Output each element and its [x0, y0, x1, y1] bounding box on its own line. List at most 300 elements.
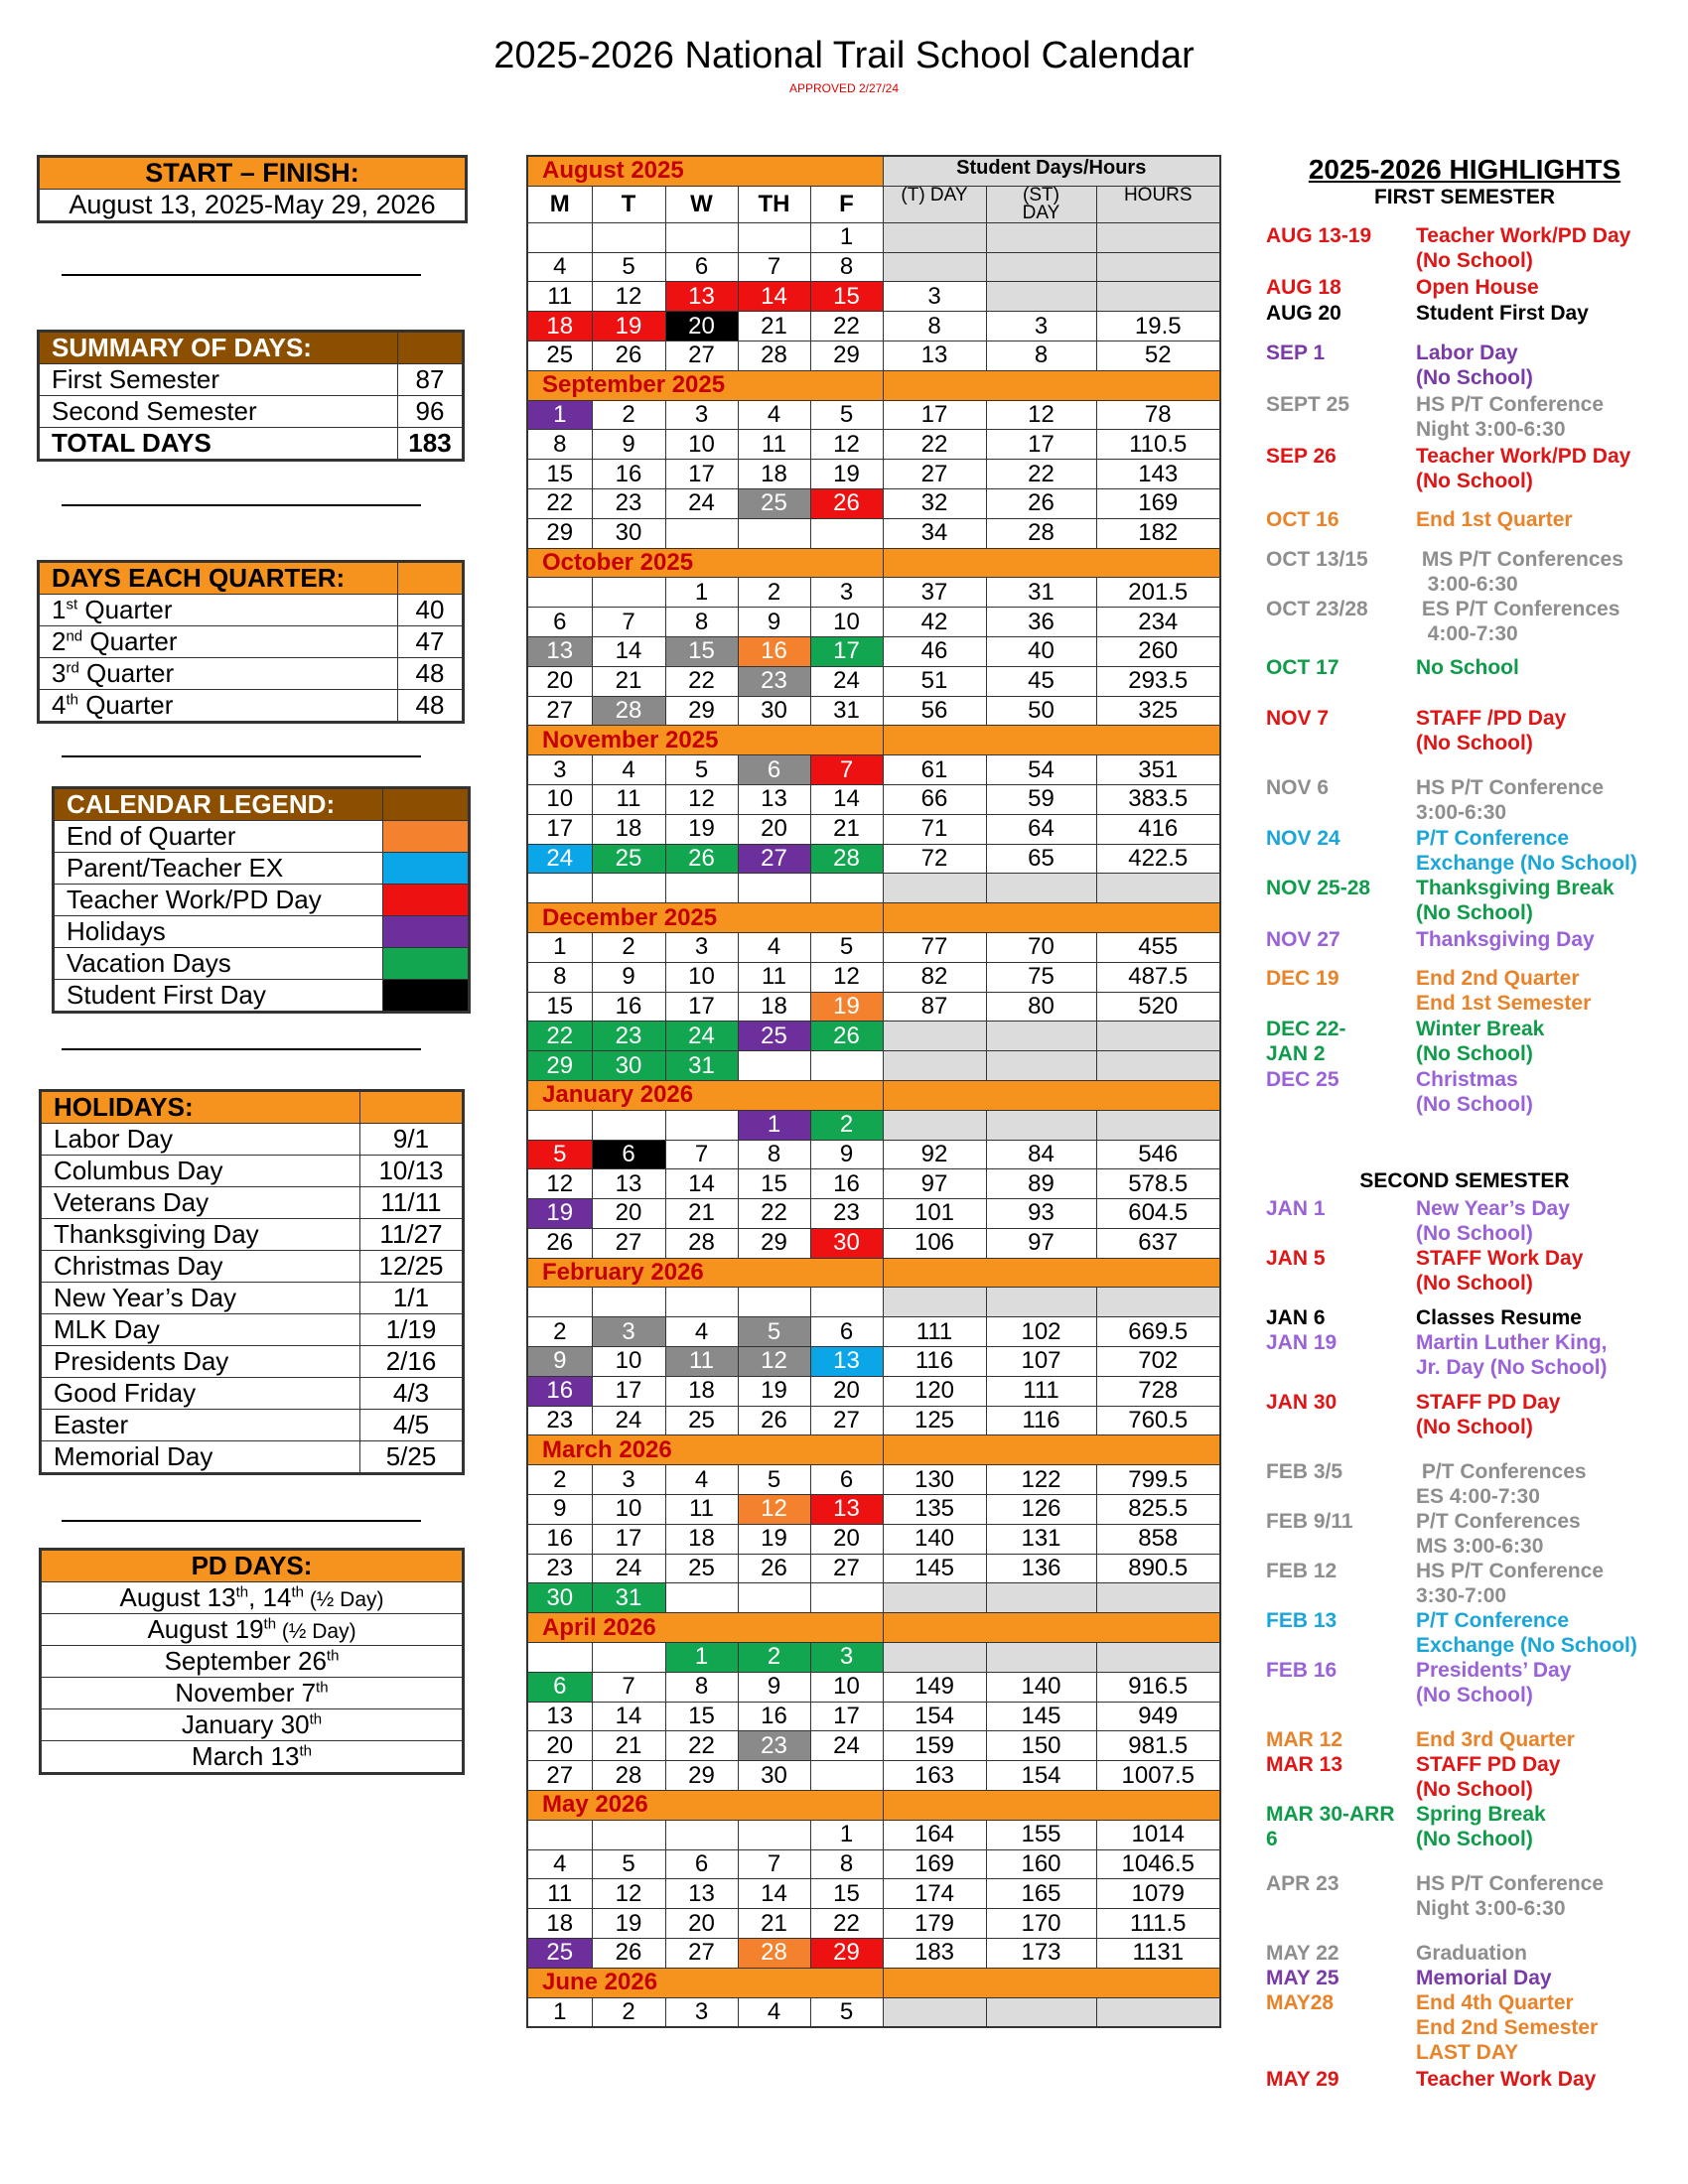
divider [62, 504, 421, 506]
day-cell: 21 [592, 1731, 665, 1761]
highlight-text: Martin Luther King, [1416, 1331, 1608, 1354]
day-cell: 18 [527, 312, 592, 341]
day-cell [527, 1643, 592, 1673]
day-cell: 21 [810, 814, 883, 844]
month-label: October 2025 [527, 548, 883, 578]
pd-day-row [42, 1741, 463, 1773]
day-cell: 17 [665, 460, 738, 489]
hours-count: 234 [1096, 608, 1220, 637]
highlight-text: Winter Break [1416, 1018, 1545, 1040]
student-day-count [986, 282, 1096, 312]
day-cell: 11 [527, 282, 592, 312]
highlight-date: NOV 27 [1266, 928, 1340, 951]
highlight-date: DEC 19 [1266, 967, 1339, 990]
highlight-text: STAFF /PD Day [1416, 707, 1567, 730]
hours-count: 111.5 [1096, 1909, 1220, 1939]
pd-days-box [39, 1548, 465, 1775]
day-cell: 21 [738, 312, 810, 341]
day-cell: 3 [592, 1317, 665, 1347]
student-day-count: 64 [986, 814, 1096, 844]
student-days-header: Student Days/Hours [883, 156, 1220, 186]
day-cell: 3 [665, 400, 738, 430]
teacher-day-count: 27 [883, 460, 986, 489]
pd-day-text: November 7 [175, 1678, 317, 1707]
hours-count: 110.5 [1096, 430, 1220, 460]
highlight-date: JAN 5 [1266, 1247, 1326, 1270]
teacher-day-count: 125 [883, 1406, 986, 1435]
day-cell [810, 1583, 883, 1613]
day-cell: 11 [738, 430, 810, 460]
quarter-number: 4 [52, 690, 67, 720]
hours-count: 19.5 [1096, 312, 1220, 341]
day-cell: 29 [527, 1051, 592, 1081]
day-cell: 7 [665, 1140, 738, 1169]
day-cell [592, 222, 665, 252]
hours-count [1096, 1022, 1220, 1051]
legend-box [52, 786, 471, 1014]
column-header: M [527, 186, 592, 222]
hours-count: 1046.5 [1096, 1849, 1220, 1879]
pd-day-text-extra: , 14 [248, 1582, 292, 1612]
day-cell: 6 [810, 1465, 883, 1495]
student-day-count [986, 1997, 1096, 2027]
hours-count: 351 [1096, 755, 1220, 785]
day-cell [527, 874, 592, 903]
day-cell: 26 [592, 341, 665, 370]
teacher-day-count: 106 [883, 1228, 986, 1258]
day-cell: 17 [810, 1702, 883, 1731]
day-cell: 19 [527, 1199, 592, 1229]
day-cell: 1 [527, 400, 592, 430]
day-cell: 1 [738, 1110, 810, 1140]
highlight-text: P/T Conferences [1416, 1510, 1581, 1533]
day-cell [665, 1583, 738, 1613]
highlight-text: STAFF PD Day [1416, 1753, 1561, 1776]
highlight-date: OCT 13/15 [1266, 548, 1368, 571]
day-cell: 2 [527, 1465, 592, 1495]
quarters-label: DAYS EACH QUARTER: [40, 563, 398, 595]
day-cell: 6 [592, 1140, 665, 1169]
highlight-text: Thanksgiving Break [1416, 877, 1615, 899]
day-cell: 21 [738, 1909, 810, 1939]
divider [62, 1520, 421, 1522]
day-cell: 25 [665, 1406, 738, 1435]
hours-count: 1131 [1096, 1939, 1220, 1969]
student-day-count: 173 [986, 1939, 1096, 1969]
day-cell [527, 1288, 592, 1317]
day-cell: 27 [810, 1554, 883, 1583]
highlight-text: 4:00-7:30 [1416, 622, 1518, 645]
legend-row-label: Holidays [55, 916, 383, 948]
holiday-name: Labor Day [42, 1124, 360, 1156]
day-cell: 8 [527, 962, 592, 992]
highlight-text: STAFF PD Day [1416, 1391, 1561, 1414]
teacher-day-count [883, 1051, 986, 1081]
highlight-text: (No School) [1416, 1828, 1533, 1850]
day-cell: 27 [527, 696, 592, 726]
highlight-text: Exchange (No School) [1416, 852, 1637, 875]
day-cell: 25 [738, 1022, 810, 1051]
day-cell: 30 [738, 1761, 810, 1791]
day-cell: 6 [527, 608, 592, 637]
hours-count: 637 [1096, 1228, 1220, 1258]
day-cell: 15 [810, 282, 883, 312]
day-cell: 23 [738, 666, 810, 696]
day-cell: 12 [527, 1169, 592, 1199]
quarter-row-label [40, 658, 398, 690]
highlight-date: MAY28 [1266, 1991, 1335, 2014]
quarter-number: 2 [52, 626, 67, 656]
legend-color-swatch [383, 885, 469, 916]
ordinal-suffix: rd [66, 659, 79, 677]
teacher-day-count: 72 [883, 844, 986, 874]
day-cell: 29 [810, 1939, 883, 1969]
highlight-text: Thanksgiving Day [1416, 928, 1595, 951]
student-day-count [986, 1051, 1096, 1081]
day-cell: 4 [527, 252, 592, 282]
day-cell: 13 [527, 1702, 592, 1731]
day-cell: 4 [738, 932, 810, 962]
ordinal-suffix: th [66, 691, 78, 709]
day-cell: 16 [592, 992, 665, 1022]
hours-count [1096, 282, 1220, 312]
holiday-date: 4/3 [360, 1378, 463, 1410]
holiday-date: 10/13 [360, 1156, 463, 1187]
column-header: F [810, 186, 883, 222]
quarter-row-value: 48 [398, 658, 463, 690]
student-day-count: 97 [986, 1228, 1096, 1258]
day-cell: 23 [527, 1554, 592, 1583]
hours-count: 201.5 [1096, 578, 1220, 608]
teacher-day-count: 116 [883, 1347, 986, 1377]
month-label: June 2026 [527, 1968, 883, 1997]
legend-color-swatch [383, 916, 469, 948]
highlight-date: NOV 24 [1266, 827, 1340, 850]
highlight-text: (No School) [1416, 901, 1533, 924]
second-semester-heading: SECOND SEMESTER [1359, 1169, 1570, 1192]
highlight-text: P/T Conference [1416, 827, 1570, 850]
column-header: W [665, 186, 738, 222]
teacher-day-count: 149 [883, 1672, 986, 1702]
day-cell: 11 [738, 962, 810, 992]
day-cell: 29 [527, 518, 592, 548]
teacher-day-count: 17 [883, 400, 986, 430]
highlight-text: ES 4:00-7:30 [1416, 1485, 1540, 1508]
day-cell [810, 1051, 883, 1081]
day-cell: 3 [592, 1465, 665, 1495]
summary-row-label: First Semester [40, 364, 398, 396]
legend-row-label: Teacher Work/PD Day [55, 885, 383, 916]
day-cell: 25 [527, 1939, 592, 1969]
day-cell: 17 [592, 1524, 665, 1554]
student-day-count: 155 [986, 1820, 1096, 1849]
highlight-text: HS P/T Conference [1416, 776, 1605, 799]
day-cell: 19 [665, 814, 738, 844]
day-cell: 10 [592, 1495, 665, 1525]
student-day-count: 140 [986, 1672, 1096, 1702]
summary-label: SUMMARY OF DAYS: [40, 333, 398, 364]
day-cell [665, 222, 738, 252]
highlight-text: No School [1416, 656, 1519, 679]
teacher-day-count: 130 [883, 1465, 986, 1495]
day-cell: 14 [592, 1702, 665, 1731]
day-cell: 29 [665, 1761, 738, 1791]
day-cell: 23 [592, 488, 665, 518]
highlight-date: FEB 3/5 [1266, 1460, 1343, 1483]
day-cell: 1 [665, 578, 738, 608]
highlight-text: (No School) [1416, 1093, 1533, 1116]
month-band [883, 1791, 1220, 1821]
month-label: September 2025 [527, 370, 883, 400]
day-cell: 6 [665, 252, 738, 282]
highlight-text: STAFF Work Day [1416, 1247, 1584, 1270]
teacher-day-count: 140 [883, 1524, 986, 1554]
day-cell: 17 [592, 1376, 665, 1406]
highlight-text: New Year’s Day [1416, 1197, 1570, 1220]
day-cell: 17 [810, 636, 883, 666]
hours-count [1096, 222, 1220, 252]
day-cell: 10 [665, 962, 738, 992]
day-cell: 21 [592, 666, 665, 696]
column-header: TH [738, 186, 810, 222]
day-cell: 12 [810, 430, 883, 460]
summary-row-value: 87 [398, 364, 463, 396]
teacher-day-count: 22 [883, 430, 986, 460]
highlight-text: Night 3:00-6:30 [1416, 1897, 1566, 1920]
highlight-date: NOV 25-28 [1266, 877, 1371, 899]
student-day-count: 93 [986, 1199, 1096, 1229]
day-cell [592, 1110, 665, 1140]
day-cell: 10 [665, 430, 738, 460]
day-cell: 22 [810, 1909, 883, 1939]
teacher-day-count: 46 [883, 636, 986, 666]
month-band [883, 903, 1220, 933]
pd-day-text: January 30 [181, 1709, 310, 1739]
day-cell: 31 [810, 696, 883, 726]
highlight-text: Teacher Work/PD Day [1416, 445, 1631, 468]
highlight-date: JAN 30 [1266, 1391, 1337, 1414]
pd-day-row [42, 1678, 463, 1709]
highlight-text: (No School) [1416, 1416, 1533, 1438]
day-cell: 27 [738, 844, 810, 874]
day-cell: 22 [810, 312, 883, 341]
day-cell: 4 [665, 1465, 738, 1495]
day-cell: 24 [810, 666, 883, 696]
quarter-number: 3 [52, 658, 67, 688]
highlight-date: FEB 16 [1266, 1659, 1337, 1682]
highlight-text: MS P/T Conferences [1416, 548, 1623, 571]
day-cell: 26 [810, 488, 883, 518]
day-cell: 15 [665, 1702, 738, 1731]
highlight-text: (No School) [1416, 249, 1533, 272]
highlight-text: HS P/T Conference [1416, 393, 1605, 416]
day-cell: 14 [665, 1169, 738, 1199]
day-cell [810, 1288, 883, 1317]
hours-count: 669.5 [1096, 1317, 1220, 1347]
day-cell [738, 1583, 810, 1613]
pd-day-row [42, 1646, 463, 1678]
day-cell [738, 1288, 810, 1317]
day-cell: 13 [810, 1495, 883, 1525]
student-day-count [986, 222, 1096, 252]
highlight-text: 3:30-7:00 [1416, 1584, 1507, 1607]
day-cell: 10 [810, 1672, 883, 1702]
day-cell: 1 [810, 222, 883, 252]
highlight-date: OCT 23/28 [1266, 598, 1368, 620]
day-cell [738, 518, 810, 548]
day-cell: 26 [738, 1554, 810, 1583]
day-cell: 25 [592, 844, 665, 874]
day-cell [810, 518, 883, 548]
teacher-day-count: 111 [883, 1317, 986, 1347]
teacher-day-count: 37 [883, 578, 986, 608]
legend-color-swatch [383, 980, 469, 1012]
holiday-name: Good Friday [42, 1378, 360, 1410]
day-cell: 6 [665, 1849, 738, 1879]
student-day-count: 80 [986, 992, 1096, 1022]
teacher-day-count: 32 [883, 488, 986, 518]
student-day-count: 65 [986, 844, 1096, 874]
day-cell: 16 [738, 636, 810, 666]
highlight-text: (No School) [1416, 732, 1533, 754]
day-cell: 2 [592, 932, 665, 962]
quarter-number: 1 [52, 595, 67, 624]
teacher-day-count: 56 [883, 696, 986, 726]
student-day-count: 150 [986, 1731, 1096, 1761]
hours-count: 422.5 [1096, 844, 1220, 874]
hours-count: 78 [1096, 400, 1220, 430]
highlight-date: SEPT 25 [1266, 393, 1350, 416]
highlight-text: Jr. Day (No School) [1416, 1356, 1608, 1379]
teacher-day-count [883, 1110, 986, 1140]
highlight-text: Teacher Work Day [1416, 2068, 1597, 2091]
day-cell: 27 [665, 1939, 738, 1969]
day-cell: 19 [592, 1909, 665, 1939]
day-cell: 9 [592, 430, 665, 460]
legend-row-label: Student First Day [55, 980, 383, 1012]
quarter-word: Quarter [78, 658, 175, 688]
day-cell: 12 [738, 1347, 810, 1377]
ordinal-suffix: th [263, 1615, 277, 1633]
day-cell: 11 [592, 784, 665, 814]
highlight-text: End 4th Quarter [1416, 1991, 1574, 2014]
day-cell: 14 [738, 282, 810, 312]
hours-count: 760.5 [1096, 1406, 1220, 1435]
day-cell: 22 [527, 1022, 592, 1051]
day-cell: 26 [738, 1406, 810, 1435]
highlight-date: FEB 12 [1266, 1560, 1337, 1582]
start-finish-label: START – FINISH: [40, 158, 466, 190]
day-cell: 24 [665, 1022, 738, 1051]
hours-count: 1007.5 [1096, 1761, 1220, 1791]
month-band [883, 1968, 1220, 1997]
day-cell: 30 [592, 518, 665, 548]
day-cell: 23 [810, 1199, 883, 1229]
hours-count: 604.5 [1096, 1199, 1220, 1229]
quarter-row-label [40, 690, 398, 722]
highlight-date: JAN 6 [1266, 1306, 1326, 1329]
teacher-day-count: 87 [883, 992, 986, 1022]
day-cell: 11 [527, 1879, 592, 1909]
quarter-row-value: 48 [398, 690, 463, 722]
pd-day-row [42, 1614, 463, 1646]
highlight-text: Spring Break [1416, 1803, 1546, 1826]
highlight-text: End 1st Semester [1416, 992, 1592, 1015]
approved-note: APPROVED 2/27/24 [788, 81, 900, 95]
highlight-text: HS P/T Conference [1416, 1560, 1605, 1582]
teacher-day-count: 174 [883, 1879, 986, 1909]
day-cell: 17 [665, 992, 738, 1022]
day-cell: 28 [592, 696, 665, 726]
teacher-day-count: 51 [883, 666, 986, 696]
highlight-text: 3:00-6:30 [1416, 801, 1507, 824]
day-cell: 6 [738, 755, 810, 785]
day-cell: 20 [738, 814, 810, 844]
day-cell: 9 [738, 608, 810, 637]
day-cell: 1 [527, 932, 592, 962]
highlight-date: DEC 25 [1266, 1068, 1339, 1091]
day-cell: 5 [810, 932, 883, 962]
student-day-count: 8 [986, 341, 1096, 370]
pd-day-note: (½ Day) [276, 1620, 356, 1643]
hours-count: 143 [1096, 460, 1220, 489]
day-cell: 23 [592, 1022, 665, 1051]
day-cell: 27 [810, 1406, 883, 1435]
pd-day-text: August 19 [147, 1614, 264, 1644]
quarter-word: Quarter [77, 595, 173, 624]
pd-days-label: PD DAYS: [42, 1551, 463, 1582]
day-cell: 12 [810, 962, 883, 992]
day-cell: 31 [592, 1583, 665, 1613]
highlight-date: MAR 30-ARR [1266, 1803, 1395, 1826]
month-band [883, 1080, 1220, 1110]
day-cell: 15 [527, 992, 592, 1022]
highlights-title: 2025-2026 HIGHLIGHTS [1308, 154, 1621, 185]
summary-box [37, 330, 465, 462]
highlight-date: MAR 13 [1266, 1753, 1343, 1776]
day-cell: 13 [527, 636, 592, 666]
hours-count: 1079 [1096, 1879, 1220, 1909]
teacher-day-count: 34 [883, 518, 986, 548]
hours-count: 416 [1096, 814, 1220, 844]
day-cell: 8 [738, 1140, 810, 1169]
month-label: April 2026 [527, 1613, 883, 1643]
legend-label: CALENDAR LEGEND: [55, 789, 383, 821]
teacher-day-count: 13 [883, 341, 986, 370]
day-cell: 18 [527, 1909, 592, 1939]
holiday-name: Presidents Day [42, 1346, 360, 1378]
student-day-count [986, 1583, 1096, 1613]
student-day-count: 145 [986, 1702, 1096, 1731]
day-cell [738, 1820, 810, 1849]
column-header: (ST) DAY [986, 186, 1096, 222]
student-day-count: 165 [986, 1879, 1096, 1909]
day-cell: 7 [592, 608, 665, 637]
day-cell: 10 [592, 1347, 665, 1377]
day-cell: 26 [810, 1022, 883, 1051]
teacher-day-count: 120 [883, 1376, 986, 1406]
highlight-text: (No School) [1416, 1778, 1533, 1801]
day-cell: 8 [810, 1849, 883, 1879]
day-cell: 24 [527, 844, 592, 874]
holiday-date: 1/19 [360, 1314, 463, 1346]
highlight-date: OCT 17 [1266, 656, 1339, 679]
day-cell: 24 [810, 1731, 883, 1761]
day-cell: 14 [810, 784, 883, 814]
teacher-day-count [883, 874, 986, 903]
day-cell: 9 [738, 1672, 810, 1702]
hours-count: 578.5 [1096, 1169, 1220, 1199]
